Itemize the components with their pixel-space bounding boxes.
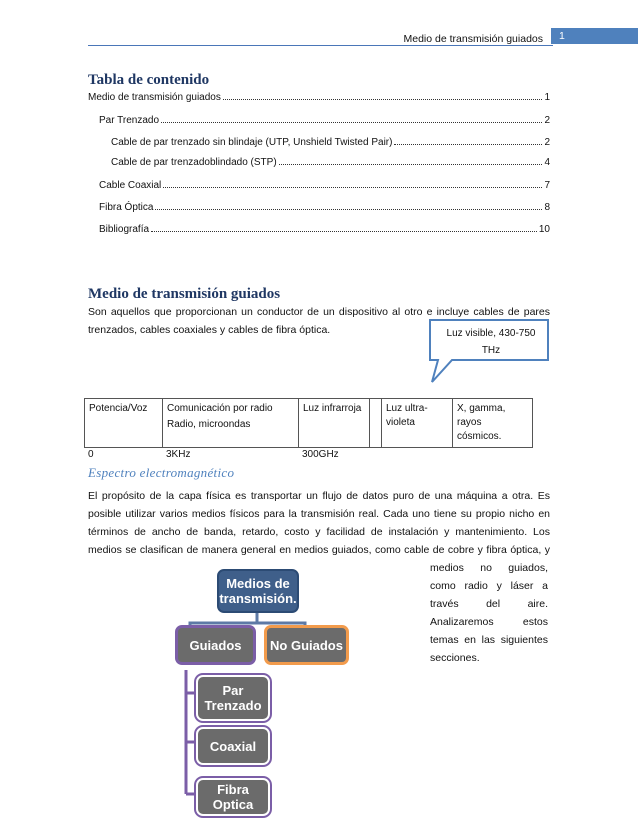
cell-line: Comunicación por radio bbox=[167, 403, 273, 414]
paragraph-line: trenzados, cables coaxiales y cables de fibra óptica. bbox=[88, 324, 331, 336]
diagram-leaf-label: Fibra Optica bbox=[212, 782, 254, 812]
toc-leader bbox=[163, 187, 542, 188]
body-paragraph bbox=[88, 487, 550, 559]
diagram-leaf-node bbox=[196, 727, 270, 765]
callout-text bbox=[430, 325, 552, 359]
diagram-root-node bbox=[217, 569, 299, 613]
toc-entry-page: 10 bbox=[538, 224, 550, 235]
toc-entry[interactable] bbox=[88, 92, 550, 103]
table-cell: Luz infrarroja bbox=[299, 399, 370, 448]
page-number-badge bbox=[551, 28, 638, 44]
toc-entry-label: Fibra Óptica bbox=[99, 202, 154, 213]
header-title: Medio de transmisión guiados bbox=[403, 33, 543, 45]
toc-entry[interactable] bbox=[99, 202, 550, 213]
table-cell-empty bbox=[370, 399, 382, 448]
diagram-unguided-node bbox=[264, 625, 349, 665]
callout-line: THz bbox=[481, 345, 501, 356]
toc-entry[interactable] bbox=[99, 115, 550, 126]
paragraph-line: El propósito de la capa física es transportar un flujo de datos puro de una máquina a otra. Es bbox=[88, 490, 550, 502]
toc-entry-label: Bibliografía bbox=[99, 224, 150, 235]
paragraph-line: temas en las siguientes bbox=[430, 634, 548, 646]
paragraph-line: medios se clasifican de manera general en medios guiados, como cable de cobre y fibra óptica, y bbox=[88, 544, 550, 556]
diagram-unguided-label: No Guiados bbox=[270, 637, 343, 653]
toc-entry-label: Cable de par trenzadoblindado (STP) bbox=[111, 157, 277, 168]
toc-entry-label: Cable de par trenzado sin blindaje (UTP, Unshield Twisted Pair) bbox=[111, 137, 393, 148]
cell-line: Radio, microondas bbox=[167, 419, 251, 430]
toc-entry-label: Par Trenzado bbox=[99, 115, 160, 126]
paragraph-line: Analizaremos estos bbox=[430, 616, 548, 628]
header-divider bbox=[88, 45, 553, 46]
toc-entry[interactable] bbox=[111, 137, 550, 148]
toc-entry-page: 4 bbox=[544, 157, 550, 168]
table-cell bbox=[163, 399, 299, 448]
paragraph-line: posible utilizar varios medios físicos para la transmisión real. Cada uno tiene su propio nicho en bbox=[88, 508, 550, 520]
toc-entry-label: Cable Coaxial bbox=[99, 180, 162, 191]
scale-label: 300GHz bbox=[302, 449, 339, 460]
toc-entry-page: 2 bbox=[544, 137, 550, 148]
diagram-root-label: Medios de transmisión. bbox=[219, 576, 297, 606]
toc-entry[interactable] bbox=[99, 224, 550, 235]
toc-leader bbox=[161, 122, 542, 123]
toc-leader bbox=[155, 209, 542, 210]
callout-line: Luz visible, 430-750 bbox=[446, 328, 536, 339]
diagram-guided-label: Guiados bbox=[189, 637, 242, 653]
diagram-leaf-label: Coaxial bbox=[209, 738, 257, 754]
paragraph-line: través del aire. bbox=[430, 598, 548, 610]
toc-leader bbox=[223, 99, 543, 100]
toc-entry-page: 2 bbox=[544, 115, 550, 126]
spectrum-caption: Espectro electromagnético bbox=[88, 465, 235, 480]
diagram-leaf-label: Par Trenzado bbox=[204, 683, 262, 713]
toc-leader bbox=[279, 164, 543, 165]
toc-entry-page: 8 bbox=[544, 202, 550, 213]
toc-leader bbox=[151, 231, 537, 232]
page-number: 1 bbox=[559, 30, 565, 42]
table-cell: Luz ultra-violeta bbox=[382, 399, 453, 448]
toc-entry-page: 1 bbox=[544, 92, 550, 103]
toc-entry-label: Medio de transmisión guiados bbox=[88, 92, 221, 103]
toc-heading: Tabla de contenido bbox=[88, 72, 210, 88]
diagram-guided-node bbox=[175, 625, 256, 665]
diagram-leaf-node bbox=[196, 778, 270, 816]
scale-label: 0 bbox=[88, 449, 94, 460]
toc-leader bbox=[394, 144, 542, 145]
toc-entry[interactable] bbox=[111, 157, 550, 168]
section-heading: Medio de transmisión guiados bbox=[88, 286, 281, 302]
paragraph-line: medios no guiados, bbox=[430, 562, 548, 574]
paragraph-line: como radio y láser a bbox=[430, 580, 548, 592]
side-paragraph bbox=[430, 559, 548, 667]
toc-entry[interactable] bbox=[99, 180, 550, 191]
diagram-leaf-node bbox=[196, 675, 270, 721]
paragraph-line: secciones. bbox=[430, 652, 480, 664]
table-cell: Potencia/Voz bbox=[85, 399, 163, 448]
paragraph-line: términos de ancho de banda, retardo, costo y facilidad de instalación y mantenimiento. Los bbox=[88, 526, 550, 538]
table-cell: X, gamma, rayos cósmicos. bbox=[453, 399, 533, 448]
scale-label: 3KHz bbox=[166, 449, 191, 460]
spectrum-table bbox=[84, 398, 533, 448]
paragraph-line: Son aquellos que proporcionan un conductor de un dispositivo al otro e incluye cables de pares bbox=[88, 306, 550, 318]
toc-entry-page: 7 bbox=[544, 180, 550, 191]
